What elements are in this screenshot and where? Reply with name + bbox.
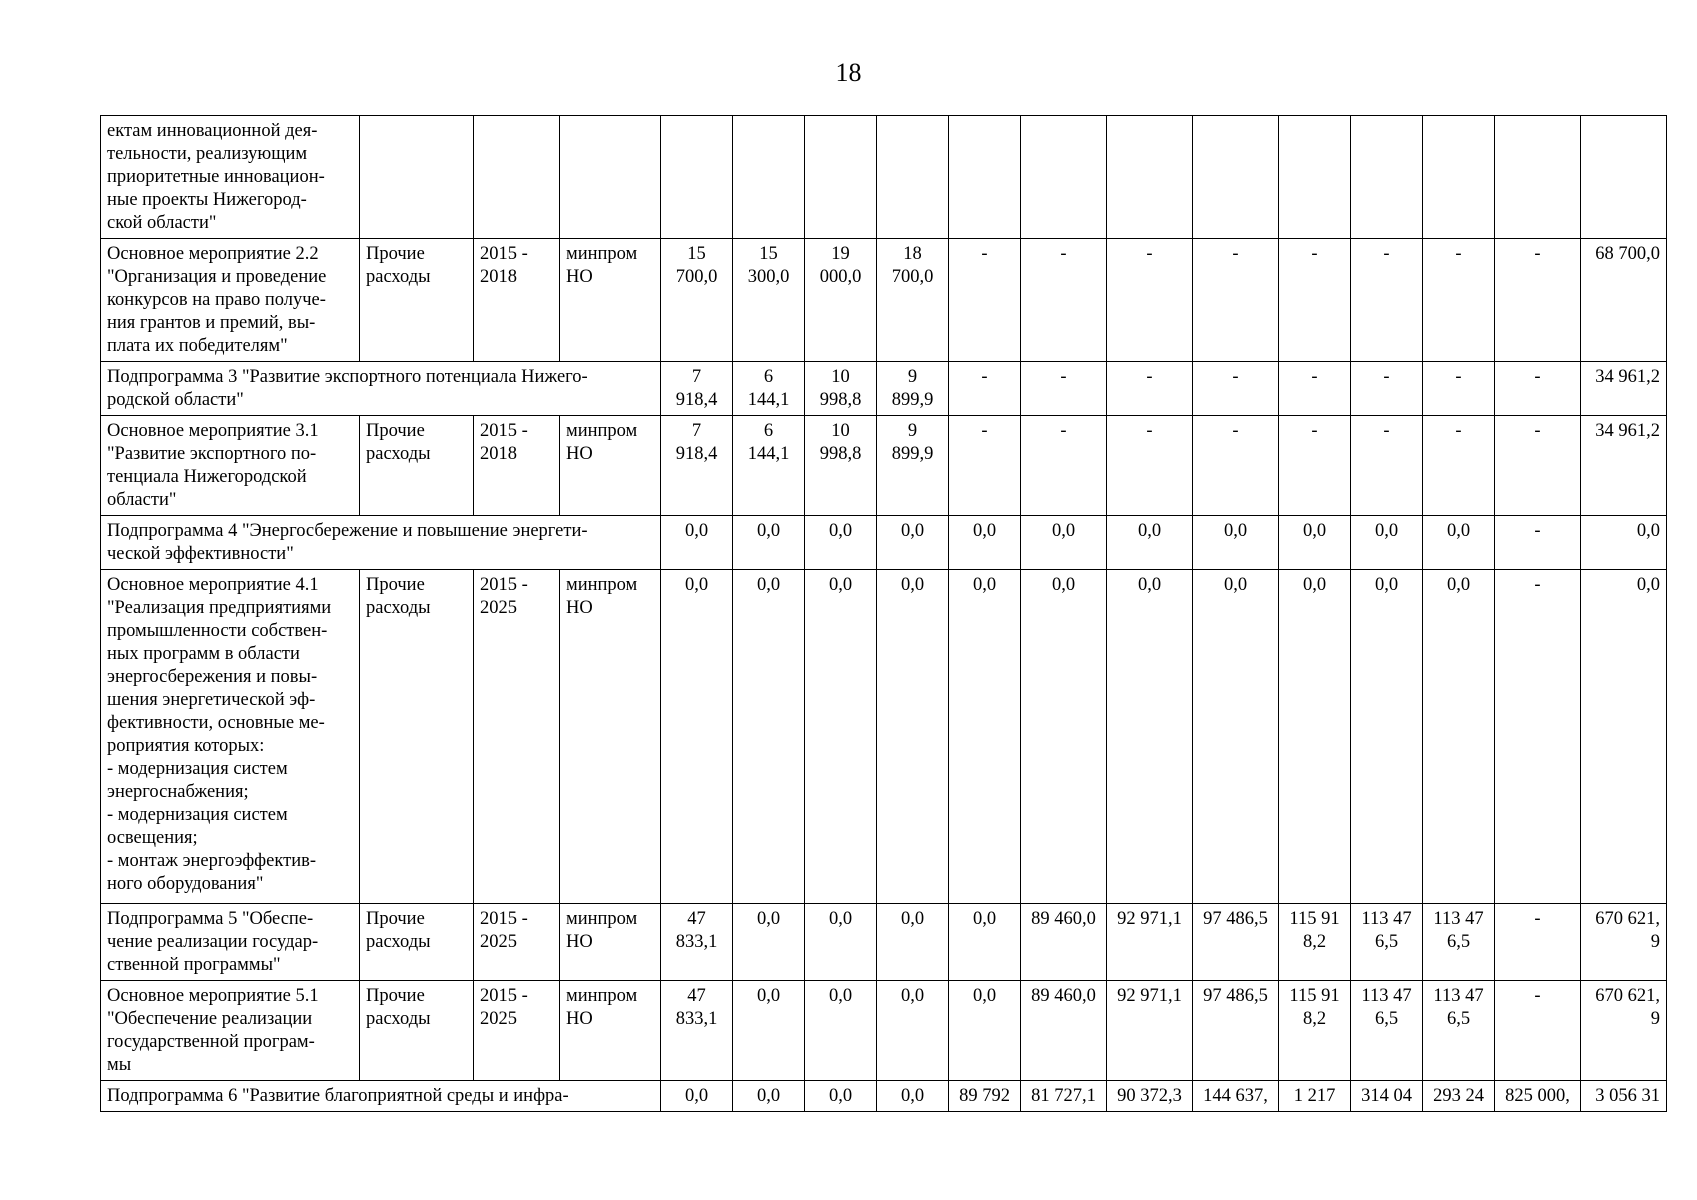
activity-name: Основное мероприятие 2.2 "Организация и проведение конкурсов на право получе- ния грантов и премий, вы- плата их победителям" xyxy=(101,239,360,362)
value-cell: 113 47 6,5 xyxy=(1423,904,1495,981)
value-cell: 15 300,0 xyxy=(733,239,805,362)
value-cell: 825 000, xyxy=(1495,1081,1581,1112)
value-cell: 0,0 xyxy=(949,904,1021,981)
value-cell: 115 91 8,2 xyxy=(1279,904,1351,981)
value-cell: - xyxy=(1279,239,1351,362)
period: 2015 - 2018 xyxy=(474,239,560,362)
period: 2015 - 2025 xyxy=(474,570,560,904)
value-cell: 115 91 8,2 xyxy=(1279,981,1351,1081)
total-cell: 670 621, 9 xyxy=(1581,981,1667,1081)
table-row xyxy=(101,416,1667,516)
expense-type: Прочие расходы xyxy=(360,239,474,362)
value-cell: 89 792 xyxy=(949,1081,1021,1112)
value-cell: - xyxy=(1107,416,1193,516)
value-cell: - xyxy=(949,362,1021,416)
value-cell: 9 899,9 xyxy=(877,362,949,416)
value-cell: 293 24 xyxy=(1423,1081,1495,1112)
value-cell: 97 486,5 xyxy=(1193,904,1279,981)
table-row xyxy=(101,239,1667,362)
executor: минпром НО xyxy=(560,981,661,1081)
total-cell: 670 621, 9 xyxy=(1581,904,1667,981)
value-cell: 0,0 xyxy=(733,516,805,570)
value-cell: - xyxy=(1193,416,1279,516)
subprogram-name: Подпрограмма 6 "Развитие благоприятной среды и инфра- xyxy=(101,1081,661,1112)
subprogram-name: Подпрограмма 4 "Энергосбережение и повышение энергети- ческой эффективности" xyxy=(101,516,661,570)
value-cell: 0,0 xyxy=(877,570,949,904)
value-cell: - xyxy=(1495,416,1581,516)
value-cell: - xyxy=(1107,239,1193,362)
value-cell: 97 486,5 xyxy=(1193,981,1279,1081)
value-cell: - xyxy=(1021,362,1107,416)
value-cell: - xyxy=(1351,416,1423,516)
value-cell: - xyxy=(1193,239,1279,362)
value-cell: 47 833,1 xyxy=(661,904,733,981)
activity-name: Основное мероприятие 5.1 "Обеспечение реализации государственной програм- мы xyxy=(101,981,360,1081)
value-cell: 7 918,4 xyxy=(661,362,733,416)
table-row xyxy=(101,516,1667,570)
activity-name: Основное мероприятие 3.1 "Развитие экспортного по- тенциала Нижегородской области" xyxy=(101,416,360,516)
executor: минпром НО xyxy=(560,570,661,904)
value-cell xyxy=(661,116,733,239)
table-row xyxy=(101,1081,1667,1112)
total-cell: 0,0 xyxy=(1581,516,1667,570)
value-cell: 314 04 xyxy=(1351,1081,1423,1112)
value-cell: 18 700,0 xyxy=(877,239,949,362)
value-cell: 6 144,1 xyxy=(733,416,805,516)
page-number: 18 xyxy=(835,58,862,87)
value-cell: 9 899,9 xyxy=(877,416,949,516)
executor: минпром НО xyxy=(560,239,661,362)
value-cell: - xyxy=(949,416,1021,516)
value-cell: 0,0 xyxy=(805,904,877,981)
value-cell: - xyxy=(1279,362,1351,416)
value-cell: - xyxy=(1021,239,1107,362)
value-cell: 113 47 6,5 xyxy=(1351,904,1423,981)
value-cell: 0,0 xyxy=(1279,570,1351,904)
value-cell: 0,0 xyxy=(1107,570,1193,904)
total-cell: 34 961,2 xyxy=(1581,416,1667,516)
value-cell xyxy=(1495,116,1581,239)
total-cell: 34 961,2 xyxy=(1581,362,1667,416)
table-row xyxy=(101,981,1667,1081)
value-cell: 47 833,1 xyxy=(661,981,733,1081)
value-cell: - xyxy=(1495,516,1581,570)
value-cell: - xyxy=(949,239,1021,362)
value-cell: - xyxy=(1495,239,1581,362)
value-cell: 0,0 xyxy=(949,516,1021,570)
value-cell: 0,0 xyxy=(733,570,805,904)
value-cell: 89 460,0 xyxy=(1021,904,1107,981)
value-cell: - xyxy=(1107,362,1193,416)
period xyxy=(474,116,560,239)
subprogram-name: Подпрограмма 3 "Развитие экспортного потенциала Нижего- родской области" xyxy=(101,362,661,416)
value-cell xyxy=(1107,116,1193,239)
value-cell xyxy=(1279,116,1351,239)
value-cell: - xyxy=(1193,362,1279,416)
value-cell: 0,0 xyxy=(877,981,949,1081)
value-cell: 0,0 xyxy=(1279,516,1351,570)
value-cell: 0,0 xyxy=(661,1081,733,1112)
value-cell: 0,0 xyxy=(1423,516,1495,570)
value-cell: 0,0 xyxy=(805,1081,877,1112)
value-cell: - xyxy=(1279,416,1351,516)
executor: минпром НО xyxy=(560,904,661,981)
table-row xyxy=(101,570,1667,904)
value-cell xyxy=(805,116,877,239)
table-row xyxy=(101,116,1667,239)
subprogram-name: Подпрограмма 5 "Обеспе- чение реализации государ- ственной программы" xyxy=(101,904,360,981)
expense-type: Прочие расходы xyxy=(360,416,474,516)
executor: минпром НО xyxy=(560,416,661,516)
value-cell xyxy=(1351,116,1423,239)
value-cell: 0,0 xyxy=(733,904,805,981)
value-cell: 0,0 xyxy=(805,516,877,570)
total-cell: 68 700,0 xyxy=(1581,239,1667,362)
value-cell: 0,0 xyxy=(805,570,877,904)
expense-type: Прочие расходы xyxy=(360,904,474,981)
value-cell: 89 460,0 xyxy=(1021,981,1107,1081)
value-cell: 92 971,1 xyxy=(1107,981,1193,1081)
value-cell: 0,0 xyxy=(1107,516,1193,570)
value-cell: 0,0 xyxy=(1021,570,1107,904)
value-cell: 0,0 xyxy=(661,570,733,904)
value-cell: 0,0 xyxy=(1423,570,1495,904)
value-cell xyxy=(733,116,805,239)
expense-type xyxy=(360,116,474,239)
value-cell: - xyxy=(1423,416,1495,516)
activity-name: ектам инновационной дея- тельности, реализующим приоритетные инновацион- ные проекты Нижегород- ской области" xyxy=(101,116,360,239)
value-cell: 1 217 xyxy=(1279,1081,1351,1112)
total-cell xyxy=(1581,116,1667,239)
value-cell xyxy=(877,116,949,239)
value-cell xyxy=(949,116,1021,239)
budget-table xyxy=(100,115,1667,1112)
value-cell: 90 372,3 xyxy=(1107,1081,1193,1112)
period: 2015 - 2018 xyxy=(474,416,560,516)
value-cell: 0,0 xyxy=(877,904,949,981)
period: 2015 - 2025 xyxy=(474,981,560,1081)
value-cell: - xyxy=(1495,981,1581,1081)
value-cell: 10 998,8 xyxy=(805,362,877,416)
value-cell: 144 637, xyxy=(1193,1081,1279,1112)
table-row xyxy=(101,362,1667,416)
value-cell xyxy=(1423,116,1495,239)
value-cell: - xyxy=(1495,362,1581,416)
value-cell: 0,0 xyxy=(1351,516,1423,570)
expense-type: Прочие расходы xyxy=(360,570,474,904)
value-cell xyxy=(1193,116,1279,239)
value-cell: 0,0 xyxy=(1351,570,1423,904)
total-cell: 3 056 31 xyxy=(1581,1081,1667,1112)
value-cell: 113 47 6,5 xyxy=(1351,981,1423,1081)
value-cell: - xyxy=(1021,416,1107,516)
value-cell: 81 727,1 xyxy=(1021,1081,1107,1112)
value-cell: 0,0 xyxy=(733,1081,805,1112)
value-cell: 7 918,4 xyxy=(661,416,733,516)
table-row xyxy=(101,904,1667,981)
executor xyxy=(560,116,661,239)
value-cell: 0,0 xyxy=(877,516,949,570)
value-cell: 0,0 xyxy=(1021,516,1107,570)
activity-name: Основное мероприятие 4.1 "Реализация предприятиями промышленности собствен- ных программ в области энергосбережения и повы- шения энергетической эф- фективности, основные ме- роприятия которых: - модернизация систем энергоснабжения; - модернизация систем освещения; - монтаж энергоэффектив- ного оборудования" xyxy=(101,570,360,904)
value-cell: 0,0 xyxy=(661,516,733,570)
value-cell: 0,0 xyxy=(877,1081,949,1112)
value-cell xyxy=(1021,116,1107,239)
value-cell: - xyxy=(1423,239,1495,362)
value-cell: 10 998,8 xyxy=(805,416,877,516)
value-cell: 0,0 xyxy=(949,981,1021,1081)
value-cell: 19 000,0 xyxy=(805,239,877,362)
value-cell: - xyxy=(1495,904,1581,981)
expense-type: Прочие расходы xyxy=(360,981,474,1081)
value-cell: 0,0 xyxy=(1193,570,1279,904)
value-cell: 6 144,1 xyxy=(733,362,805,416)
value-cell: 0,0 xyxy=(733,981,805,1081)
value-cell: - xyxy=(1351,239,1423,362)
value-cell: 0,0 xyxy=(949,570,1021,904)
value-cell: - xyxy=(1495,570,1581,904)
value-cell: - xyxy=(1423,362,1495,416)
value-cell: 0,0 xyxy=(1193,516,1279,570)
value-cell: - xyxy=(1351,362,1423,416)
value-cell: 92 971,1 xyxy=(1107,904,1193,981)
value-cell: 15 700,0 xyxy=(661,239,733,362)
value-cell: 0,0 xyxy=(805,981,877,1081)
total-cell: 0,0 xyxy=(1581,570,1667,904)
value-cell: 113 47 6,5 xyxy=(1423,981,1495,1081)
period: 2015 - 2025 xyxy=(474,904,560,981)
